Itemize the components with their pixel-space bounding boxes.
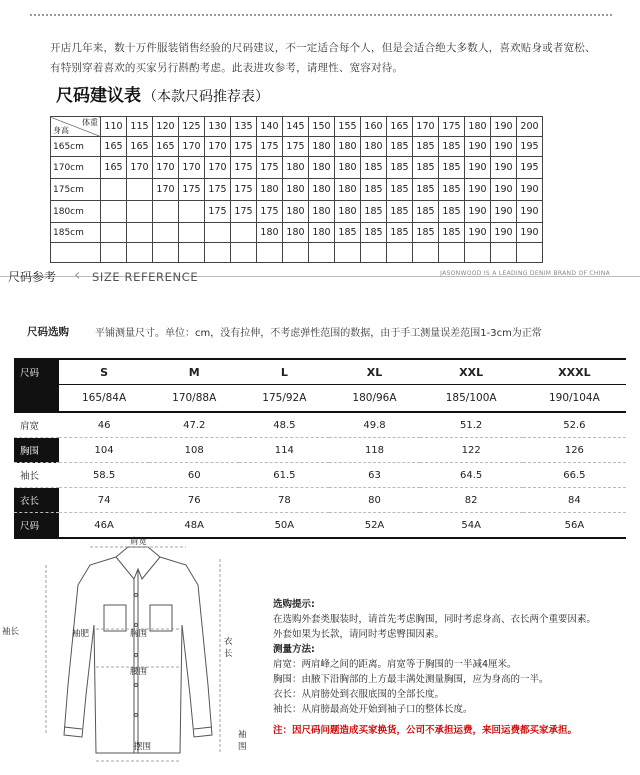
- size-cell: 175: [231, 201, 257, 223]
- measurement-value: 76: [149, 488, 239, 513]
- size-cell: [127, 201, 153, 223]
- measurement-label: 胸围: [14, 438, 59, 463]
- size-cell: 180: [335, 201, 361, 223]
- size-cell: 195: [517, 137, 543, 157]
- size-cell: 190: [517, 201, 543, 223]
- size-cell: 180: [283, 201, 309, 223]
- measurement-label: 衣长: [14, 488, 59, 513]
- size-cell: 175: [283, 137, 309, 157]
- measurement-label: 袖长: [14, 463, 59, 488]
- size-cell: 190: [465, 179, 491, 201]
- size-cell: 190: [517, 223, 543, 243]
- label-shoulder: 肩宽: [130, 537, 148, 547]
- size-header-label: 尺码: [14, 359, 59, 385]
- size-code-cell: 175/92A: [239, 385, 329, 413]
- height-weight-table: [50, 116, 543, 263]
- size-cell: 190: [491, 201, 517, 223]
- size-cell: [205, 243, 231, 263]
- warning-note: 注：因尺码问题造成买家换货，公司不承担运费，来回运费都买家承担。: [273, 725, 578, 736]
- height-label-cell: 185cm: [51, 223, 101, 243]
- measurement-row: [14, 438, 626, 463]
- size-header-cell: XXL: [420, 359, 523, 385]
- label-sleeve-length: 袖长: [2, 627, 20, 637]
- notes-panel: [273, 597, 596, 738]
- weight-header-cell: 175: [439, 117, 465, 137]
- size-code-cell: 170/88A: [149, 385, 239, 413]
- measurement-value: 126: [523, 438, 626, 463]
- measurement-value: 114: [239, 438, 329, 463]
- size-cell: 170: [127, 157, 153, 179]
- shirt-diagram: [2, 535, 247, 771]
- size-cell: [101, 223, 127, 243]
- size-cell: [179, 223, 205, 243]
- weight-header-cell: 125: [179, 117, 205, 137]
- measurement-value: 80: [329, 488, 419, 513]
- weight-header-cell: 150: [309, 117, 335, 137]
- size-cell: [127, 243, 153, 263]
- size-cell: 170: [205, 137, 231, 157]
- measurement-value: 122: [420, 438, 523, 463]
- height-label-cell: [51, 243, 101, 263]
- size-cell: 185: [413, 223, 439, 243]
- size-cell: 185: [439, 201, 465, 223]
- size-header-cell: XXXL: [523, 359, 626, 385]
- size-cell: 180: [335, 137, 361, 157]
- size-cell: 180: [283, 179, 309, 201]
- size-cell: [101, 201, 127, 223]
- size-cell: 185: [361, 157, 387, 179]
- measurement-value: 48.5: [239, 412, 329, 438]
- weight-header-cell: 200: [517, 117, 543, 137]
- measurement-value: 63: [329, 463, 419, 488]
- size-cell: [127, 179, 153, 201]
- size-cell: 185: [413, 137, 439, 157]
- corner-height-label: 身高: [53, 126, 69, 135]
- size-cell: 195: [517, 157, 543, 179]
- size-cell: 180: [361, 137, 387, 157]
- measurement-value: 52A: [329, 513, 419, 539]
- weight-header-cell: 165: [387, 117, 413, 137]
- measure-title: 测量方法:: [273, 644, 315, 655]
- size-cell: 165: [153, 137, 179, 157]
- intro-line-2: 有特别穿着喜欢的买家另行斟酌考虑。此表进攻参考，请理性、宽容对待。: [50, 62, 404, 74]
- weight-header-cell: 135: [231, 117, 257, 137]
- size-cell: 190: [491, 137, 517, 157]
- title-sub: （本款尺码推荐表）: [143, 89, 269, 105]
- size-header-cell: L: [239, 359, 329, 385]
- measurement-value: 54A: [420, 513, 523, 539]
- weight-header-cell: 120: [153, 117, 179, 137]
- measure-line: 衣长：从肩膀处到衣服底围的全部长度。: [273, 689, 445, 700]
- intro-line-1: 开店几年来，数十万件服装销售经验的尺码建议，不一定适合每个人，但是会适合绝大多数人，喜欢贴身或者宽松、: [50, 42, 596, 54]
- size-cell: 180: [309, 157, 335, 179]
- buy-tip-line: 外套如果为长款，请同时考虑臀围因素。: [273, 629, 445, 640]
- size-cell: [231, 223, 257, 243]
- size-cell: 165: [127, 137, 153, 157]
- size-code-cell: 185/100A: [420, 385, 523, 413]
- label-sleeve-girth: 袖肥: [72, 629, 90, 639]
- size-cell: 175: [179, 179, 205, 201]
- measurement-value: 118: [329, 438, 419, 463]
- measurement-value: 49.8: [329, 412, 419, 438]
- size-cell: [413, 243, 439, 263]
- measurement-value: 58.5: [59, 463, 149, 488]
- size-header-cell: M: [149, 359, 239, 385]
- size-cell: [361, 243, 387, 263]
- size-cell: 170: [153, 179, 179, 201]
- label-cuff: 袖围: [238, 730, 247, 752]
- label-length: 衣长: [224, 637, 233, 659]
- label-hem: 摆围: [134, 742, 152, 752]
- size-cell: [101, 179, 127, 201]
- measurement-value: 51.2: [420, 412, 523, 438]
- measurement-value: 104: [59, 438, 149, 463]
- measure-line: 胸围：由腋下沿胸部的上方最丰满处测量胸围，应为身高的一半。: [273, 674, 549, 685]
- size-cell: [335, 243, 361, 263]
- size-cell: [231, 243, 257, 263]
- weight-header-cell: 115: [127, 117, 153, 137]
- size-cell: 185: [361, 201, 387, 223]
- size-cell: 190: [465, 157, 491, 179]
- size-cell: 180: [309, 137, 335, 157]
- size-cell: 165: [101, 137, 127, 157]
- size-cell: 175: [231, 157, 257, 179]
- size-cell: 185: [387, 201, 413, 223]
- size-cell: 180: [335, 179, 361, 201]
- size-cell: 185: [387, 157, 413, 179]
- size-table: [14, 358, 626, 539]
- size-cell: [465, 243, 491, 263]
- weight-header-cell: 180: [465, 117, 491, 137]
- size-cell: [517, 243, 543, 263]
- measurement-value: 46A: [59, 513, 149, 539]
- size-cell: 180: [309, 223, 335, 243]
- measurement-value: 48A: [149, 513, 239, 539]
- size-cell: [101, 243, 127, 263]
- size-code-cell: 190/104A: [523, 385, 626, 413]
- buy-tips-title: 选购提示:: [273, 599, 315, 610]
- height-label-cell: 180cm: [51, 201, 101, 223]
- measurement-value: 78: [239, 488, 329, 513]
- weight-header-row: [51, 117, 543, 137]
- size-cell: [205, 223, 231, 243]
- size-cell: 185: [439, 157, 465, 179]
- size-cell: 175: [205, 201, 231, 223]
- measurement-value: 56A: [523, 513, 626, 539]
- page-title: [56, 81, 269, 106]
- measurement-value: 60: [149, 463, 239, 488]
- weight-header-cell: 110: [101, 117, 127, 137]
- size-cell: 180: [335, 157, 361, 179]
- size-cell: [127, 223, 153, 243]
- size-cell: 180: [257, 223, 283, 243]
- height-row: [51, 137, 543, 157]
- size-cell: 185: [361, 179, 387, 201]
- size-cell: 175: [257, 137, 283, 157]
- weight-header-cell: 170: [413, 117, 439, 137]
- size-reference-label-en: SIZE REFERENCE: [92, 270, 199, 284]
- size-cell: 185: [413, 179, 439, 201]
- size-code-cell: 180/96A: [329, 385, 419, 413]
- height-label-cell: 170cm: [51, 157, 101, 179]
- height-row: [51, 157, 543, 179]
- height-row: [51, 243, 543, 263]
- size-cell: [153, 243, 179, 263]
- size-cell: [257, 243, 283, 263]
- size-header-cell: XL: [329, 359, 419, 385]
- weight-header-cell: 190: [491, 117, 517, 137]
- size-code-cell: 165/84A: [59, 385, 149, 413]
- size-cell: [179, 243, 205, 263]
- size-cell: 175: [257, 157, 283, 179]
- size-cell: 170: [179, 137, 205, 157]
- size-header-cell: S: [59, 359, 149, 385]
- weight-header-cell: 155: [335, 117, 361, 137]
- measurement-value: 84: [523, 488, 626, 513]
- size-cell: 185: [439, 179, 465, 201]
- size-cell: [439, 243, 465, 263]
- corner-cell: [51, 117, 101, 137]
- corner-weight-label: 体重: [82, 118, 98, 127]
- measurement-row: [14, 412, 626, 438]
- measurement-row: [14, 488, 626, 513]
- size-cell: 185: [335, 223, 361, 243]
- size-cell: [153, 223, 179, 243]
- height-row: [51, 179, 543, 201]
- brand-line: JASONWOOD IS A LEADING DENIM BRAND OF CHINA: [440, 270, 610, 277]
- size-cell: 180: [257, 179, 283, 201]
- size-cell: 180: [309, 201, 335, 223]
- weight-header-cell: 140: [257, 117, 283, 137]
- height-row: [51, 223, 543, 243]
- size-cell: [153, 201, 179, 223]
- size-cell: 190: [517, 179, 543, 201]
- measurement-row: [14, 463, 626, 488]
- measurement-label: 肩宽: [14, 412, 59, 438]
- size-cell: 185: [387, 223, 413, 243]
- size-cell: 190: [491, 179, 517, 201]
- height-label-cell: 175cm: [51, 179, 101, 201]
- size-code-row: [14, 385, 626, 413]
- size-reference-label-cn: 尺码参考: [8, 270, 57, 284]
- size-cell: 190: [465, 223, 491, 243]
- measure-line: 袖长：从肩膀最高处开始到袖子口的整体长度。: [273, 704, 473, 715]
- size-cell: 165: [101, 157, 127, 179]
- measurement-value: 64.5: [420, 463, 523, 488]
- size-cell: 170: [205, 157, 231, 179]
- guide-text: 平铺测量尺寸。单位：cm，没有拉伸，不考虑弹性范围的数据，由于手工测量误差范围1-3cm为正常: [95, 328, 542, 339]
- size-cell: 185: [413, 201, 439, 223]
- weight-header-cell: 160: [361, 117, 387, 137]
- height-row: [51, 201, 543, 223]
- top-dotted-divider: [30, 14, 612, 16]
- measurement-value: 47.2: [149, 412, 239, 438]
- size-cell: 185: [387, 137, 413, 157]
- size-cell: 190: [465, 201, 491, 223]
- size-cell: 185: [361, 223, 387, 243]
- measurement-value: 82: [420, 488, 523, 513]
- measure-line: 肩宽：两肩峰之间的距离。肩宽等于胸围的一半减4厘米。: [273, 659, 517, 670]
- size-cell: 180: [283, 223, 309, 243]
- size-cell: 185: [439, 137, 465, 157]
- size-cell: 190: [491, 157, 517, 179]
- size-cell: 190: [465, 137, 491, 157]
- label-chest: 胸围: [130, 629, 148, 639]
- measurement-value: 61.5: [239, 463, 329, 488]
- size-cell: [387, 243, 413, 263]
- label-waist: 腰围: [130, 667, 148, 677]
- measurement-value: 108: [149, 438, 239, 463]
- size-cell: 175: [205, 179, 231, 201]
- size-cell: 170: [179, 157, 205, 179]
- measurement-value: 52.6: [523, 412, 626, 438]
- size-cell: 175: [257, 201, 283, 223]
- size-header-row: [14, 359, 626, 385]
- buy-tip-line: 在选购外套类服装时，请首先考虑胸围，同时考虑身高、衣长两个重要因素。: [273, 614, 597, 625]
- size-cell: 185: [439, 223, 465, 243]
- shirt-outline-icon: [38, 535, 238, 767]
- size-cell: 180: [283, 157, 309, 179]
- size-cell: 190: [491, 223, 517, 243]
- size-cell: [179, 201, 205, 223]
- measurement-value: 66.5: [523, 463, 626, 488]
- size-code-label-cell: [14, 385, 59, 413]
- size-cell: [283, 243, 309, 263]
- guide-label: 尺码选购: [27, 326, 69, 338]
- measurement-value: 74: [59, 488, 149, 513]
- size-cell: 180: [309, 179, 335, 201]
- title-main: 尺码建议表: [56, 86, 141, 106]
- size-cell: 175: [231, 137, 257, 157]
- size-cell: [309, 243, 335, 263]
- measurement-value: 46: [59, 412, 149, 438]
- size-cell: 185: [413, 157, 439, 179]
- chevron-right-icon: ‹: [74, 265, 81, 284]
- size-cell: 175: [231, 179, 257, 201]
- weight-header-cell: 130: [205, 117, 231, 137]
- weight-header-cell: 145: [283, 117, 309, 137]
- size-cell: [491, 243, 517, 263]
- size-cell: 185: [387, 179, 413, 201]
- height-label-cell: 165cm: [51, 137, 101, 157]
- measurement-label: 尺码: [14, 513, 59, 539]
- measurement-value: 50A: [239, 513, 329, 539]
- size-cell: 170: [153, 157, 179, 179]
